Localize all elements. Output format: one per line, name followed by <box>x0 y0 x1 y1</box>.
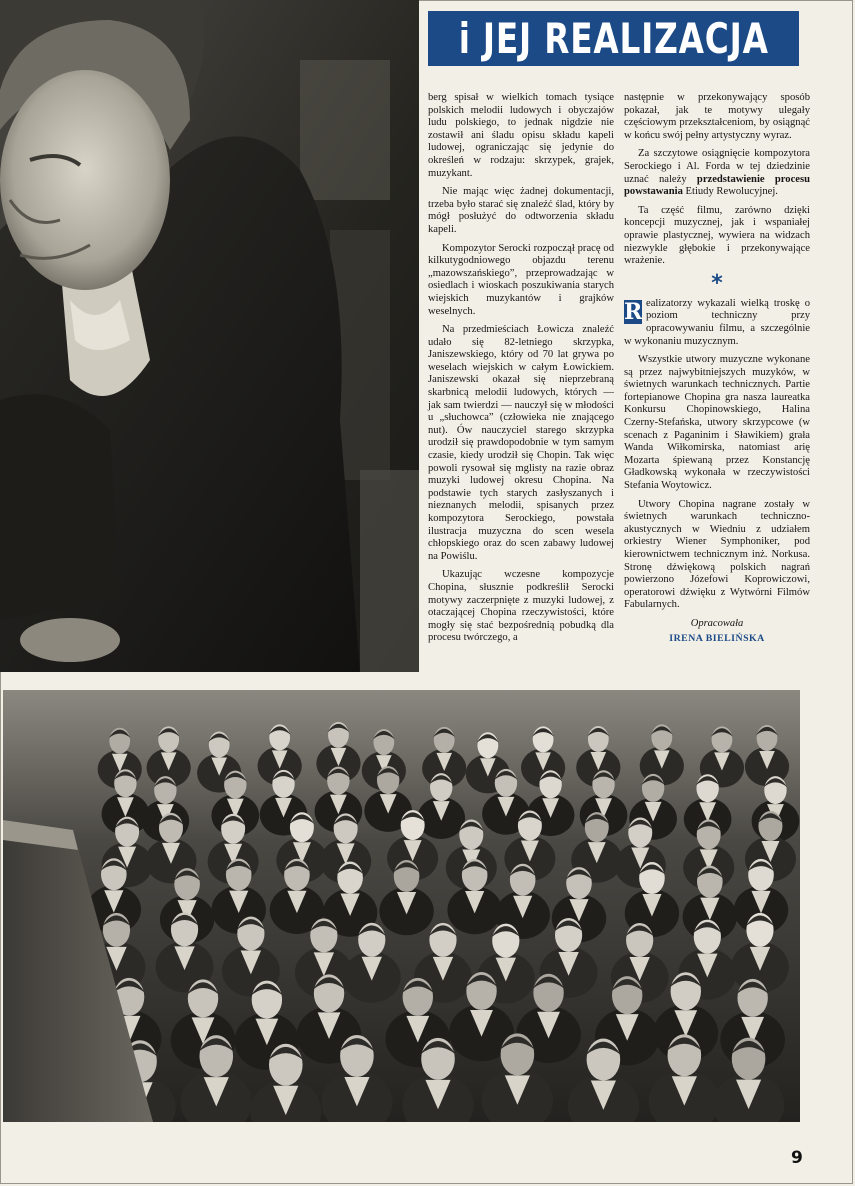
headline-banner <box>428 11 799 66</box>
paragraph: Ta część filmu, zarówno dzięki koncepcji muzycznej, jak i wspaniałej oprawie plastycznej, wywiera na widzach niezwykle głębokie i przekonywające wrażenie. <box>624 204 810 267</box>
credit-author: IRENA BIELIŃSKA <box>669 632 765 644</box>
paragraph: następnie w przekonywający sposób pokazał, jak te motywy ulegały częściowym przekształceniom, by osiągnąć w końcu swój pełny artystyczny wyraz. <box>624 92 810 141</box>
paragraph: Utwory Chopina nagrane zostały w świetnych warunkach techniczno-akustycznych w Wiedniu z udziałem orkiestry Wiener Symphoniker, pod kierownictwem technicznym inż. Norkusa. Stronę dźwiękową polskich nagrań powierzono Józefowi Koprowiczowi, operatorowi dźwięku z Wytwórni Filmów Fabularnych. <box>624 498 810 611</box>
photo-concert-audience <box>3 690 800 1122</box>
article-column-right <box>624 92 810 645</box>
paragraph: Kompozytor Serocki rozpoczął pracę od kilkutygodniowego objazdu terenu „mazowszańskiego”, przeprowadzając w osiedlach i wioskach poszukiwania starych wiejskich muzykantów i grajków weselnych. <box>428 242 614 317</box>
credit-label: Opracowała <box>690 617 744 629</box>
dropcap-letter: R <box>624 298 643 325</box>
paragraph-text: Etiudy Rewolucyjnej. <box>682 186 778 198</box>
article-column-left <box>428 92 614 651</box>
paragraph <box>624 148 810 198</box>
paragraph-dropcap <box>624 298 810 348</box>
section-divider-star: * <box>711 270 723 296</box>
paragraph: Na przedmieściach Łowicza znaleźć udało się 82-letniego skrzypka, Janiszewskiego, który od 70 lat grywa po weselach wiejskich w całym Łowickiem. Janiszewski okazał się nieprzebraną skarbnicą melodii ludowych, których — jak sam twierdzi — nauczył się w młodości u „słuchowca” (człowieka nie znającego nut). Ów nauczyciel starego skrzypka urodził się prawdopodobnie w tym samym czasie, kiedy urodził się Chopin. Tak więc powoli rysował się mglisty na razie obraz muzyki ludowej okresu Chopina. Na podstawie tych starych zasłyszanych i nieznanych melodii, spisanych przez kompozytora Serockiego, powstała ilustracja muzyczna do scen wesela chłopskiego oraz do scen zabawy ludowej na Powiślu. <box>428 324 614 562</box>
paragraph: Ukazując wczesne kompozycje Chopina, słusznie podkreślił Serocki motywy zaczerpnięte z muzyki ludowej, z otaczającej Chopina rzeczywistości, które mogły się stać bezpośrednią pobudką dla procesu twórczego, a <box>428 569 614 644</box>
paragraph: berg spisał w wielkich tomach tysiące polskich melodii ludowych i obyczajów ludu polskiego, to jednak nigdzie nie zostawił ani śladu opisu składu kapeli ludowej, ograniczając się jedynie do określeń w rodzaju: skrzypek, grajek, muzykant. <box>428 92 614 179</box>
page-number: 9 <box>791 1148 803 1168</box>
paragraph-emphasis: przedstawienie procesu powstawania <box>624 173 810 198</box>
paragraph: Wszystkie utwory muzyczne wykonane są przez najwybitniejszych muzyków, w świetnych warunkach technicznych. Partie fortepianowe Chopina gra nasza laureatka Konkursu Chopinowskiego, Halina Czerny-Stefańska, utwory skrzypcowe (w scenach z Paganinim i Sławikiem) grała Wanda Wiłkomirska, natomiast arię Mozarta śpiewaną przez Konstancję Gładkowską wykonała w rzeczywistości Stefania Woytowicz. <box>624 354 810 492</box>
headline-text: i JEJ REALIZACJA <box>458 14 769 63</box>
photo-chopin-portrait <box>0 0 419 672</box>
paragraph: Nie mając więc żadnej dokumentacji, trzeba było starać się znaleźć ślad, który by mógł posłużyć do odtworzenia składu kapeli. <box>428 186 614 235</box>
paragraph-text: Za szczytowe osiągnięcie kompozytora Serockiego i Al. Forda w tej dziedzinie uznać należy <box>624 148 810 185</box>
paragraph-text: ealizatorzy wykazali wielką troskę o poziom techniczny przy opracowywaniu filmu, a szczególnie w wykonaniu muzycznym. <box>624 297 810 347</box>
